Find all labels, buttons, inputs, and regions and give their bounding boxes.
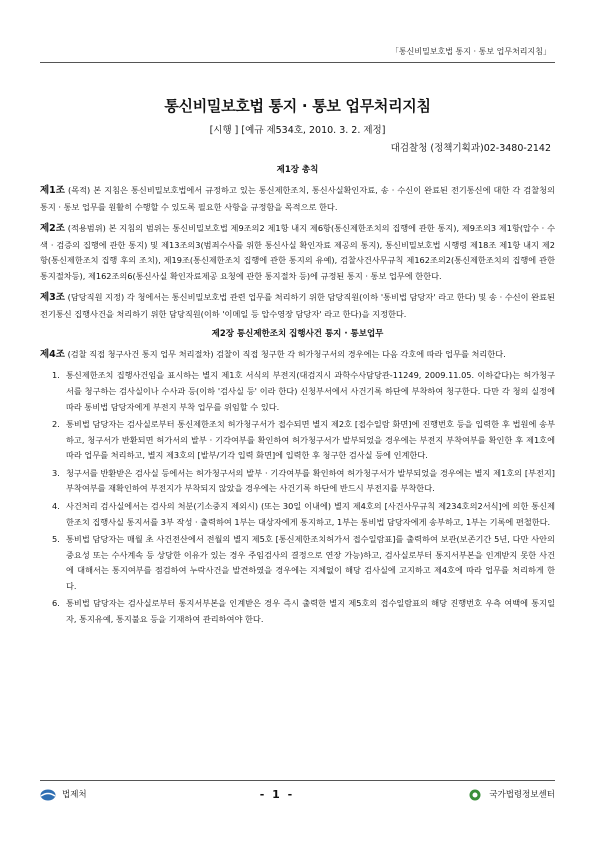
- item-text: 청구서를 반환받은 검사실 등에서는 허가청구서의 발부 · 기각여부를 확인하여 허가청구서가 발부되었을 경우에는 별지 제1호의 [부전지] 부착여부를 재확인하여 부전지가 부착되지 않았을 경우에는 사건기록 하단에 반드시 부전지를 부착한다.: [66, 467, 555, 494]
- item-text: 통비법 담당자는 검사실로부터 통지서부본을 인계받은 경우 즉시 출력한 별지 제5호의 접수일람표의 해당 진행번호 우측 여백에 통지일자, 통지유예, 통지불요 등을 기재하여 관리하여야 한다.: [66, 598, 555, 625]
- moleg-logo-icon: [40, 789, 56, 801]
- item-number: 2.: [52, 419, 60, 430]
- header-divider: [40, 62, 555, 63]
- article-number: 제2조: [40, 222, 65, 234]
- article-number: 제1조: [40, 185, 65, 197]
- document-header-tag: 「통신비밀보호법 통지 · 통보 업무처리지침」: [390, 47, 551, 56]
- item-text: 사건처리 검사실에서는 검사의 처분(기소중지 제외시) (또는 30일 이내에) 별지 제4호의 [사건사무규칙 제234호의2서식]에 의한 통신제한조치 집행사실 통지서를 3부 작성 · 출력하여 1부는 대상자에게 통지하고, 1부는 통비법 담당자에게 송부하고, 1부는 기록에 편철한다.: [66, 500, 555, 527]
- item-text: 통비법 담당자는 검사실로부터 통신제한조치 허가청구서가 접수되면 별지 제2호 [접수일람 화면]에 진행번호 등을 입력한 후 법원에 송부하고, 청구서가 반환되면 허가서의 발부 · 기각여부를 확인하여 허가청구서가 발부되었을 경우에는 부전지 부착여부를 확인한 후 제1호에 따라 업무를 처리하고, 별지 제3호의 [발부/기각 입력 화면]에 입력한 후 청구한 검사실 등에 인계한다.: [66, 419, 555, 461]
- article-text: (목적) 본 지침은 통신비밀보호법에서 규정하고 있는 통신제한조치, 통신사실확인자료, 송 · 수신이 완료된 전기통신에 대한 각 검찰청의 통지 · 통보 업무를 원활히 수행할 수 있도록 필요한 사항을 규정함을 목적으로 한다.: [40, 185, 555, 213]
- item-number: 4.: [52, 500, 60, 511]
- article-1: [40, 182, 555, 216]
- document-title: 통신비밀보호법 통지 · 통보 업무처리지침: [164, 97, 431, 115]
- article-number: 제4조: [40, 349, 65, 361]
- document-body: [40, 160, 555, 630]
- article-number: 제3조: [40, 291, 65, 303]
- item-number: 5.: [52, 534, 60, 545]
- item-text: 통신제한조치 집행사건임을 표시하는 별지 제1호 서식의 부전지(대검지시 과학수사담당관-11249, 2009.11.05. 이하같다)는 허가청구서를 청구하는 검사실이나 수사과 등(이하 '검사실 등' 이라 한다) 신청부서에서 사건기록 하단에 부착하여 청구한다. 다만 각 청의 실정에 따라 통비법 담당자에게 부전지 부착 업무를 위임할 수 있다.: [66, 370, 555, 412]
- item-number: 3.: [52, 467, 60, 478]
- article-2: [40, 220, 555, 285]
- footer-right: [467, 787, 555, 803]
- article-3: [40, 289, 555, 323]
- list-item: [40, 499, 555, 530]
- footer-left: [40, 787, 87, 803]
- chapter-heading: 제2장 통신제한조치 집행사건 통지 · 통보업무: [211, 329, 384, 340]
- page-number: - 1 -: [259, 787, 295, 801]
- list-item: [40, 417, 555, 464]
- item-text: 통비법 담당자는 매월 초 사건전산에서 전월의 별지 제5호 [통신제한조치허가서 접수일람표]를 출력하여 보관(보존기간 5년, 다만 사안의 중요성 또는 수사계속 등 상당한 이유가 있는 경우 주임검사의 결정으로 연장 가능)하고, 검사실로부터 통지서부본을 인계받지 못한 사건에 대해서는 통지여부를 점검하여 누락사건을 발견하였을 경우에는 지체없이 해당 검사실에 고지하고 제4호에 따라 업무를 처리하게 한다.: [66, 534, 555, 591]
- article-text: (적용범위) 본 지침의 범위는 통신비밀보호법 제9조의2 제1항 내지 제6항(통신제한조치의 집행에 관한 통지), 제9조의3 제1항(압수 · 수색 · 검증의 집행에 관한 통지) 및 제13조의3(범죄수사를 위한 통신사실 확인자료 제공의 통지), 통신비밀보호법 시행령 제18조 제1항 내지 제2항(통신제한조치 집행 후의 조치), 제19조(통신제한조치 집행에 관한 통지의 유예), 검찰사건사무규칙 제162조의2(통신제한조치의 집행에 관한 통지절차등), 제162조의6(통신사실 확인자료제공 요청에 관한 통지절차 등)에 규정된 통지 · 통보 업무에 한한다.: [40, 222, 555, 281]
- list-item: [40, 368, 555, 415]
- chapter-heading: 제1장 총칙: [276, 165, 319, 175]
- article-text: (검찰 직접 청구사건 통지 업무 처리절차) 검찰이 직접 청구한 각 허가청구서의 경우에는 다음 각호에 따라 업무를 처리한다.: [64, 349, 506, 360]
- law-center-logo-icon: [467, 789, 483, 801]
- article-text: (담당직원 지정) 각 청에서는 통신비밀보호법 관련 업무를 처리하기 위한 담당직원(이하 '통비법 담당자' 라고 한다) 및 송 · 수신이 완료된 전기통신 집행사건을 처리하기 위한 담당직원(이하 '이메일 등 압수영장 담당자' 라고 한다)을 지정한다.: [40, 291, 555, 319]
- article-4: [40, 346, 555, 364]
- list-item: [40, 466, 555, 497]
- footer-source: 국가법령정보센터: [489, 789, 555, 800]
- item-number: 1.: [52, 370, 60, 381]
- list-item: [40, 532, 555, 594]
- footer-publisher: 법제처: [62, 789, 87, 800]
- page-footer: [40, 785, 555, 805]
- contact-info: 대검찰청 (정책기획과)02-3480-2142: [390, 143, 551, 154]
- list-item: [40, 596, 555, 627]
- footer-divider: [40, 780, 555, 781]
- document-subtitle: [시행 ] [예규 제534호, 2010. 3. 2. 제정]: [209, 125, 386, 136]
- item-number: 6.: [52, 598, 60, 609]
